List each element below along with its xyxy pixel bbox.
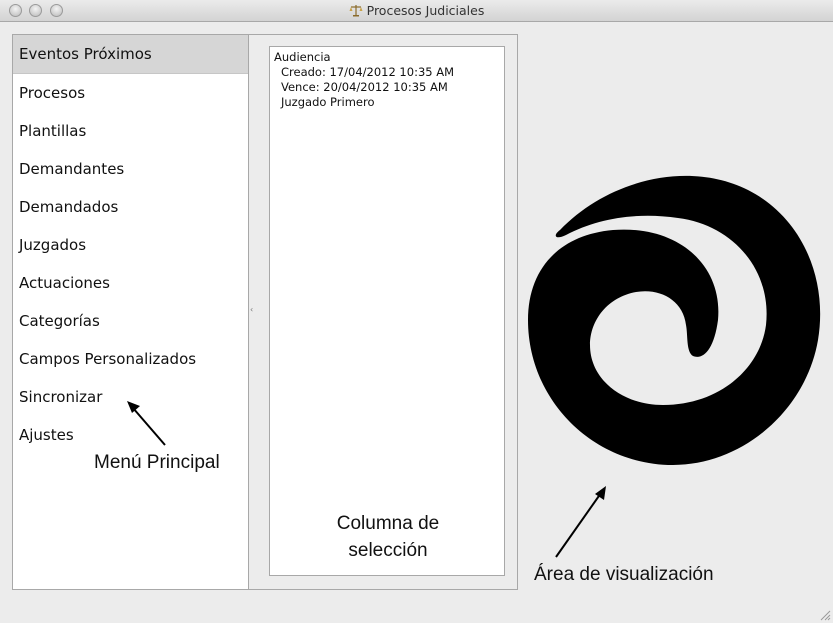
sidebar-item-plantillas[interactable]: Plantillas bbox=[19, 122, 87, 140]
sidebar-item-demandantes[interactable]: Demandantes bbox=[19, 160, 125, 178]
splitter-handle[interactable]: ‹ bbox=[250, 305, 254, 314]
event-court: Juzgado Primero bbox=[281, 95, 375, 109]
spiral-logo-icon bbox=[528, 160, 824, 470]
event-type: Audiencia bbox=[274, 50, 331, 64]
sidebar-item-juzgados[interactable]: Juzgados bbox=[19, 236, 87, 254]
sidebar-item-sincronizar[interactable]: Sincronizar bbox=[19, 388, 103, 406]
sidebar-item-categorias[interactable]: Categorías bbox=[19, 312, 100, 330]
sidebar-item-actuaciones[interactable]: Actuaciones bbox=[19, 274, 110, 292]
annotation-column-line1: Columna de bbox=[336, 513, 440, 534]
event-due: Vence: 20/04/2012 10:35 AM bbox=[281, 80, 448, 94]
event-created: Creado: 17/04/2012 10:35 AM bbox=[281, 65, 455, 79]
annotation-area-visualizacion: Área de visualización bbox=[534, 564, 714, 585]
sidebar-item-ajustes[interactable]: Ajustes bbox=[19, 426, 74, 444]
sidebar-item-eventos-proximos[interactable]: Eventos Próximos bbox=[13, 35, 248, 74]
arrow-view-icon bbox=[556, 486, 606, 557]
annotation-column-line2: selección bbox=[348, 540, 428, 561]
arrow-menu-icon bbox=[127, 401, 165, 445]
annotation-menu-principal: Menú Principal bbox=[94, 452, 220, 473]
sidebar-item-campos-personalizados[interactable]: Campos Personalizados bbox=[19, 350, 197, 368]
sidebar-item-demandados[interactable]: Demandados bbox=[19, 198, 119, 216]
resize-grip-icon[interactable] bbox=[819, 609, 831, 621]
sidebar-item-procesos[interactable]: Procesos bbox=[19, 84, 86, 102]
window-title: Procesos Judiciales bbox=[366, 3, 485, 18]
